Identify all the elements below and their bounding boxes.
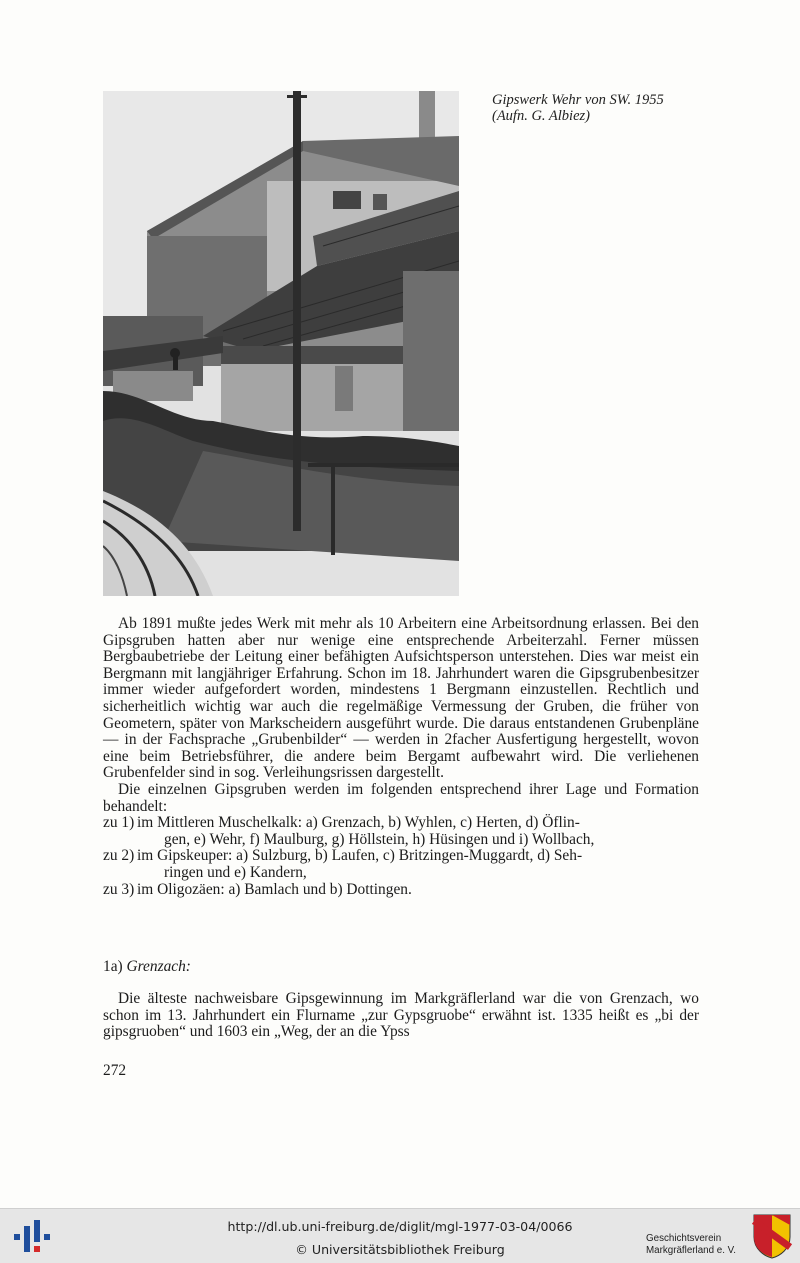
- caption-credit: (Aufn. G. Albiez): [492, 108, 590, 124]
- list-item: [103, 815, 699, 848]
- photograph-gipswerk-wehr: [103, 91, 459, 596]
- list-item-number: zu 1): [103, 814, 135, 832]
- list-item: [103, 882, 699, 899]
- photo-caption: [492, 92, 772, 124]
- list-item-text-continued: ringen und e) Kandern,: [164, 863, 307, 881]
- footer-copyright: © Universitätsbibliothek Freiburg: [295, 1242, 505, 1257]
- formation-list: [103, 815, 699, 898]
- footer-url-link[interactable]: http://dl.ub.uni-freiburg.de/diglit/mgl-1977-03-04/0066: [227, 1219, 573, 1234]
- society-name-line2: Markgräflerland e. V.: [646, 1245, 737, 1256]
- list-item-text-continued: gen, e) Wehr, f) Maulburg, g) Höllstein, h) Hüsingen und i) Wollbach,: [164, 830, 595, 848]
- footer-bar: [0, 1208, 800, 1263]
- list-item-text: im Mittleren Muschelkalk: a) Grenzach, b) Wyhlen, c) Herten, d) Öflin-: [137, 814, 580, 832]
- society-name-line1: Geschichtsverein: [646, 1233, 722, 1244]
- list-item: [103, 848, 699, 881]
- society-name: [646, 1233, 756, 1257]
- main-text: [103, 616, 699, 898]
- list-item-number: zu 2): [103, 847, 135, 865]
- caption-title: Gipswerk Wehr von SW. 1955: [492, 92, 664, 108]
- list-item-text: im Oligozäen: a) Bamlach und b) Dottingen.: [137, 880, 412, 898]
- section-title: Grenzach:: [126, 958, 191, 975]
- society-crest-icon: [752, 1213, 792, 1259]
- section-number: 1a): [103, 958, 123, 975]
- paragraph-3: Die älteste nachweisbare Gipsgewinnung im Markgräflerland war die von Grenzach, wo schon im 13. Jahrhundert ein Flurname „zur Gypsgruobe“ erwähnt ist. 1335 heißt es „bi der gipsgruoben“ und 1603 ein „Weg, der an die Ypss: [103, 990, 699, 1041]
- paragraph-1: Ab 1891 mußte jedes Werk mit mehr als 10 Arbeitern eine Arbeitsordnung erlassen. Bei den Gipsgruben hatten aber nur wenige eine entsprechende Arbeiterzahl. Ferner müssen Bergbaubetriebe der Leitung einer befähigten Aufsichtsperson unterstehen. Dies war meist ein Bergmann mit langjähriger Erfahrung. Schon im 18. Jahrhundert waren die Gipsgrubenbesitzer immer wieder aufgefordert worden, mindestens 1 Bergmann einzustellen. Rechtlich und sicherheitlich wichtig war auch die regelmäßige Vermessung der Gruben, die früher von Geometern, später von Markscheidern ausgeführt wurde. Die daraus entstandenen Grubenpläne — in der Fachsprache „Grubenbilder“ — werden in 2facher Ausfertigung hergestellt, wovon eine beim Betriebsführer, die andere beim Bergamt aufbewahrt wird. Die verliehenen Grubenfelder sind in sog. Verleihungsrissen dargestellt.: [103, 615, 699, 782]
- section-heading: [103, 958, 191, 976]
- page-number: 272: [103, 1062, 127, 1079]
- section-text: [103, 991, 699, 1041]
- paragraph-2: Die einzelnen Gipsgruben werden im folgenden entsprechend ihrer Lage und Formation behandelt:: [103, 780, 699, 815]
- list-item-text: im Gipskeuper: a) Sulzburg, b) Laufen, c) Britzingen-Muggardt, d) Seh-: [137, 847, 583, 865]
- list-item-number: zu 3): [103, 880, 135, 898]
